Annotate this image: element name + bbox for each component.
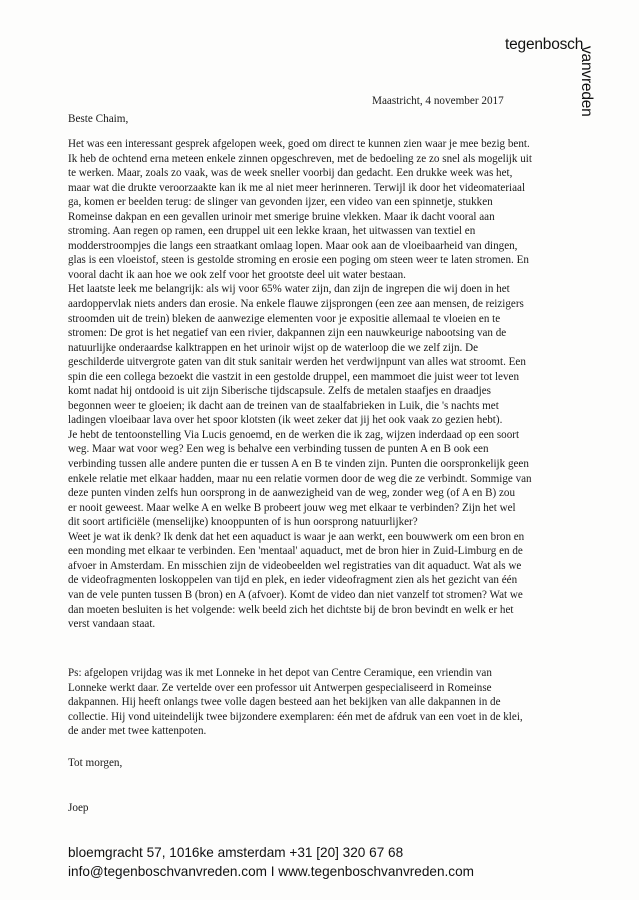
signature: Joep <box>68 802 89 814</box>
ps-line: dakpannen. Hij heeft onlangs twee volle dagen besteed aan het bekijken van alle dakpannen in de <box>68 696 501 709</box>
body-line: vooral dacht ik aan hoe we ook zelf voor het grootste deel uit water bestaan. <box>68 268 406 281</box>
body-line: Het laatste leek me belangrijk: als wij voor 65% water zijn, dan zijn de ingrepen die wij doen in het <box>68 283 510 296</box>
ps-line: Ps: afgelopen vrijdag was ik met Lonneke in het depot van Centre Ceramique, een vriendin van <box>68 667 492 679</box>
body-line: de videofragmenten loskoppelen van tijd en plek, en ieder videofragment zien als het gezicht van één <box>68 574 518 587</box>
body-line: verst vandaan staat. <box>68 618 156 631</box>
body-line: van de vele punten tussen B (bron) en A (afvoer). Komt de video dan niet vanzelf tot stromen? Wat we <box>68 588 523 601</box>
letter-date: Maastricht, 4 november 2017 <box>372 95 504 107</box>
body-line: Ik heb de ochtend erna meteen enkele zinnen opgeschreven, met de bedoeling ze zo snel als mogelijk uit <box>68 152 532 165</box>
body-line: natuurlijke onderaardse kalktrappen en het urinoir wijst op de waterloop die we zelf zijn. De <box>68 341 479 354</box>
body-line: enkele relatie met elkaar hadden, maar nu een relatie vormen door de weg die ze verbindt. Sommige van <box>68 472 532 485</box>
postscript <box>68 666 568 739</box>
body-line: verbinding tussen alle andere punten die er tussen A en B te vinden zijn. Punten die oorspronkelijk geen <box>68 458 529 471</box>
body-line: dit soort artificiële (menselijke) knooppunten of is hun oorsprong natuurlijker? <box>68 516 418 529</box>
body-line: Je hebt de tentoonstelling Via Lucis genoemd, en de werken die ik zag, wijzen inderdaad op een soort <box>68 428 520 441</box>
body-line: stroming. Aan regen op ramen, een druppel uit een lekke kraan, het uitwassen van textiel en <box>68 225 476 238</box>
body-line: afvoer in Amsterdam. En misschien zijn de videobeelden wel registraties van dit aquaduct. Wat als we <box>68 559 522 572</box>
body-line: er nooit geweest. Maar welke A en welke B probeert jouw weg met elkaar te verbinden? Zijn het wel <box>68 501 516 514</box>
footer-contact: info@tegenboschvanvreden.com I www.tegenboschvanvreden.com <box>68 864 474 879</box>
salutation: Beste Chaim, <box>68 113 129 125</box>
ps-line: Lonneke werkt daar. Ze vertelde over een professor uit Antwerpen gespecialiseerd in Romeinse <box>68 681 492 694</box>
body-line: stroomden uit de trein) bleken de aanwezige elementen voor je expositie allemaal te vloeien en te <box>68 312 501 325</box>
body-line: ga, komen er beelden terug: de slinger van gevonden ijzer, een video van een spinnetje, stukken <box>68 196 493 209</box>
body-line: aardoppervlak niets anders dan erosie. Na enkele flauwe zijsprongen (een zee aan mensen, de reizigers <box>68 298 524 311</box>
body-line: te werken. Maar, zoals zo vaak, was de week sneller voorbij dan gedacht. Een drukke week was het, <box>68 167 513 180</box>
body-line: modderstroompjes die langs een straatkant omlaag lopen. Maar ook aan de vloeibaarheid van dingen, <box>68 239 518 252</box>
footer-address: bloemgracht 57, 1016ke amsterdam +31 [20] 320 67 68 <box>68 845 404 860</box>
body-line: glas is een vloeistof, steen is gestolde stroming en erosie een poging om steen weer te laten stromen. En <box>68 254 529 267</box>
body-line: Het was een interessant gesprek afgelopen week, goed om direct te kunnen zien waar je mee bezig bent. <box>68 138 530 150</box>
body-line: Weet je wat ik denk? Ik denk dat het een aquaduct is waar je aan werkt, een bouwwerk om een bron en <box>68 530 525 543</box>
body-line: Romeinse dakpan en een gevallen urinoir met smerige bruine vlekken. Maar ik dacht vooral aan <box>68 210 495 223</box>
body-line: een monding met elkaar te verbinden. Een 'mentaal' aquaduct, met de bron hier in Zuid-Limburg en de <box>68 545 523 558</box>
body-line: geschilderde uitvergrote gaten van dit stuk sanitair werden het verdwijnpunt van alles wat stroomt. Een <box>68 356 526 369</box>
body-line: stromen: De grot is het negatief van een rivier, dakpannen zijn een nauwkeurige nabootsing van de <box>68 327 507 340</box>
body-line: spin die een collega bezoekt die vastzit in een gestolde druppel, een mammoet die juist weer tot leven <box>68 370 519 383</box>
body-line: dan moeten besluiten is het volgende: welk beeld zich het dichtste bij de bron bevindt en welk er het <box>68 603 514 616</box>
body-line: ladingen vloeibaar lava over het spoor klotsten (ik weet zeker dat jij het ook vaak zo gezien hebt). <box>68 414 503 427</box>
ps-line: collectie. Hij vond uiteindelijk twee bijzondere exemplaren: één met de afdruk van een voet in de klei, <box>68 710 523 723</box>
body-line: begonnen weer te gloeien; ik dacht aan de treinen van de staalfabrieken in Luik, die 's nachts met <box>68 399 499 412</box>
body-line: deze punten vinden zelfs hun oorsprong in de aanwezigheid van de weg, zonder weg (of A en B) zou <box>68 487 515 500</box>
letterhead-logo: tegenbosch <box>505 36 584 53</box>
closing: Tot morgen, <box>68 757 123 769</box>
letterhead-logo-vertical: vanvreden <box>578 46 595 117</box>
letterhead-footer <box>68 843 474 881</box>
body-line: komt nadat hij ontdooid is uit zijn Siberische tijdscapsule. Zelfs de metalen staafjes en draadjes <box>68 385 491 398</box>
body-line: maar wat die drukte veroorzaakte kan ik me al niet meer herinneren. Terwijl ik door het videomateriaal <box>68 181 526 194</box>
ps-line: de ander met twee kattenpoten. <box>68 725 207 738</box>
body-line: weg. Maar wat voor weg? Een weg is behalve een verbinding tussen de punten A en B ook een <box>68 443 489 456</box>
letter-body <box>68 137 568 632</box>
